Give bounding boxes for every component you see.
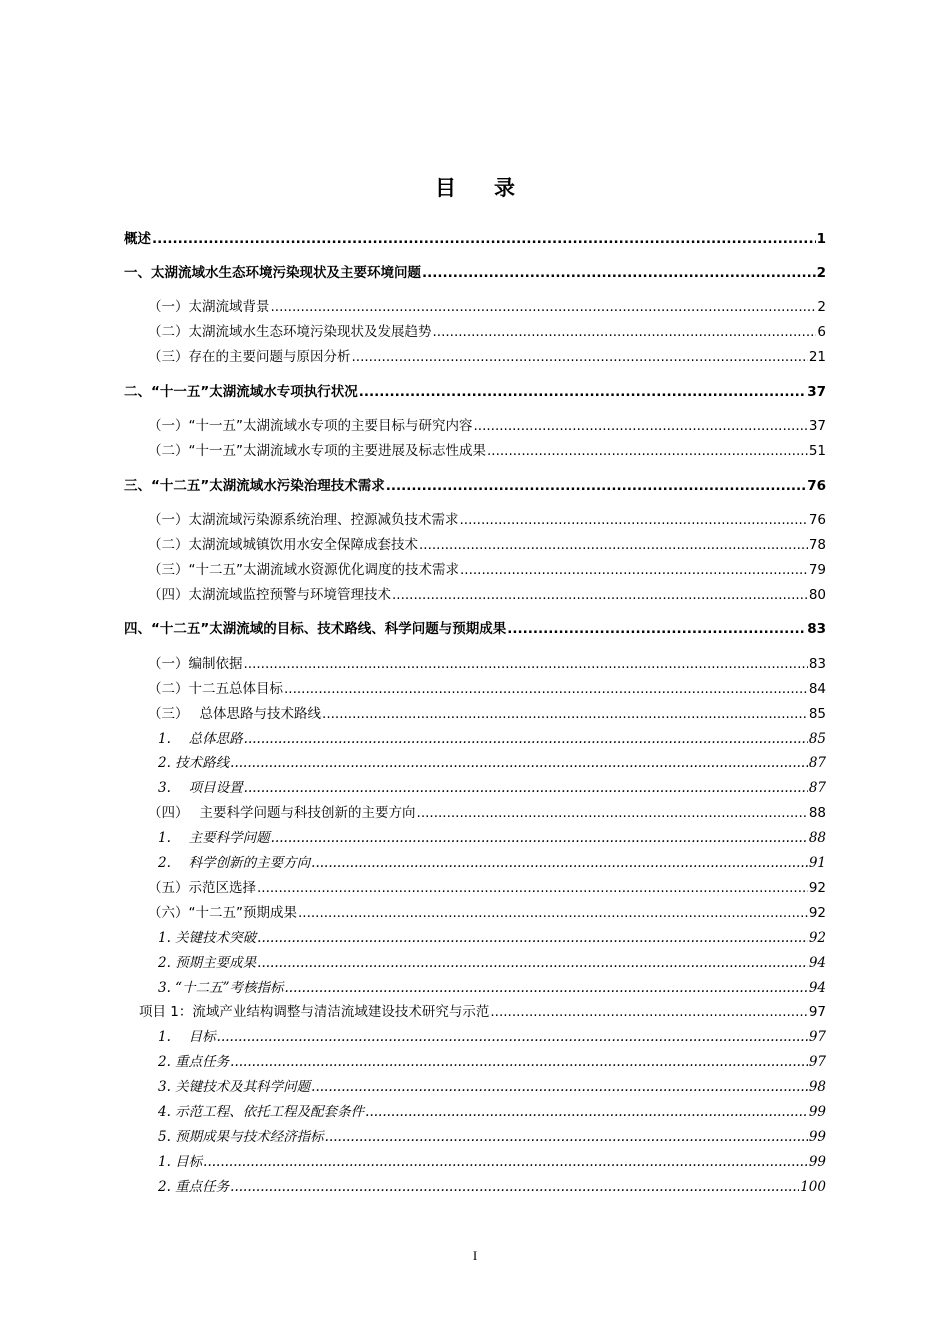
toc-title [0,172,950,202]
toc-entry-subitem[interactable]: 5. 预期成果与技术经济指标 ..... 99 [158,1128,826,1146]
page-number: I [472,1248,478,1263]
toc-entry[interactable]: （五）示范区选择 ..... 92 [148,879,826,897]
toc-entry[interactable]: （六）“十二五”预期成果 ..... 92 [148,904,826,922]
toc-entry-subitem[interactable]: 1. 主要科学问题 ..... 88 [158,829,826,847]
toc-entry-subitem[interactable]: 1. 目标 ..... 97 [158,1028,826,1046]
toc-entry[interactable]: （三） 总体思路与技术路线 ..... 85 [148,705,826,723]
toc-entry-subitem[interactable]: 1. 关键技术突破 ..... 92 [158,929,826,947]
toc-entry[interactable]: （一）“十一五”太湖流域水专项的主要目标与研究内容 ..... 37 [148,417,826,435]
toc-entry[interactable]: （二）太湖流域水生态环境污染现状及发展趋势 ..... 6 [148,323,826,341]
toc-entry-subitem[interactable]: 2. 技术路线 ..... 87 [158,754,826,772]
toc-entry[interactable]: （四）太湖流域监控预警与环境管理技术 ..... 80 [148,586,826,604]
toc-entry-subitem[interactable]: 3. 关键技术及其科学问题 ..... 98 [158,1078,826,1096]
toc-entry-overview[interactable]: 概述 ..... 1 [124,230,826,248]
toc-entry-subitem[interactable]: 2. 科学创新的主要方向 ..... 91 [158,854,826,872]
toc-entry-subitem[interactable]: 2. 重点任务 ..... 100 [158,1178,826,1196]
toc-entry-subitem[interactable]: 1. 目标 ..... 99 [158,1153,826,1171]
toc-entry-subitem[interactable]: 3. 项目设置 ..... 87 [158,779,826,797]
toc-entry[interactable]: （一）太湖流域背景 ..... 2 [148,298,826,316]
toc-entry-subitem[interactable]: 2. 预期主要成果 ..... 94 [158,954,826,972]
toc-entry[interactable]: （四） 主要科学问题与科技创新的主要方向 ..... 88 [148,804,826,822]
toc-entry-chapter-3[interactable]: 三、“十二五”太湖流域水污染治理技术需求 ..... 76 [124,477,826,495]
toc-entry[interactable]: （三）“十二五”太湖流域水资源优化调度的技术需求 ..... 79 [148,561,826,579]
toc-title-char-1: 目 [435,176,456,200]
toc-entry-chapter-1[interactable]: 一、太湖流域水生态环境污染现状及主要环境问题 ..... 2 [124,264,826,282]
toc-entry[interactable]: （二）“十一五”太湖流域水专项的主要进展及标志性成果 ..... 51 [148,442,826,460]
toc-entry-subitem[interactable]: 3. “十二五”考核指标 ..... 94 [158,979,826,997]
toc-entry-project[interactable]: 项目 1：流域产业结构调整与清洁流域建设技术研究与示范 ..... 97 [139,1003,826,1021]
toc-entry[interactable]: （一）编制依据 ..... 83 [148,655,826,673]
toc-entry-subitem[interactable]: 2. 重点任务 ..... 97 [158,1053,826,1071]
toc-title-char-2: 录 [494,176,515,200]
toc-entry-chapter-2[interactable]: 二、“十一五”太湖流域水专项执行状况 ..... 37 [124,383,826,401]
toc-entry-subitem[interactable]: 4. 示范工程、依托工程及配套条件 ..... 99 [158,1103,826,1121]
toc-entry[interactable]: （二）太湖流域城镇饮用水安全保障成套技术 ..... 78 [148,536,826,554]
toc-entry[interactable]: （二）十二五总体目标 ..... 84 [148,680,826,698]
toc-entry-chapter-4[interactable]: 四、“十二五”太湖流域的目标、技术路线、科学问题与预期成果 ..... 83 [124,620,826,638]
toc-entry-subitem[interactable]: 1. 总体思路 ..... 85 [158,730,826,748]
toc-entry[interactable]: （一）太湖流域污染源系统治理、控源减负技术需求 ..... 76 [148,511,826,529]
toc-entry[interactable]: （三）存在的主要问题与原因分析 ..... 21 [148,348,826,366]
